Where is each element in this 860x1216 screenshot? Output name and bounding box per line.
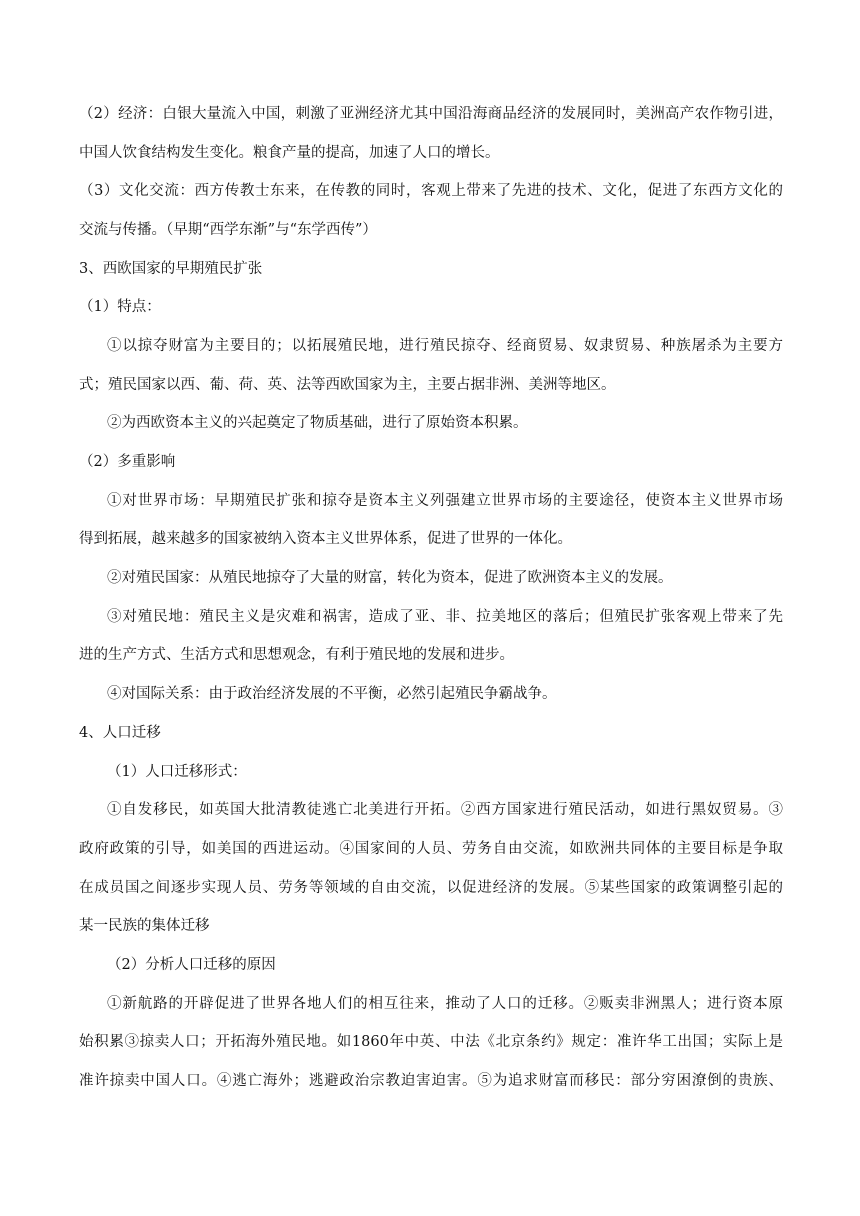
text-line: 式；殖民国家以西、葡、荷、英、法等西欧国家为主，主要占据非洲、美洲等地区。 bbox=[79, 377, 616, 393]
text-line: 中国人饮食结构发生变化。粮食产量的提高，加速了人口的增长。 bbox=[79, 145, 500, 161]
text-line: ③对殖民地：殖民主义是灾难和祸害，造成了亚、非、拉美地区的落后；但殖民扩张客观上带来了先 bbox=[107, 609, 783, 625]
subsection-heading: （1）人口迁移形式： bbox=[107, 764, 247, 780]
section-heading: 4、人口迁移 bbox=[79, 725, 161, 741]
text-line: 始积累③掠卖人口；开拓海外殖民地。如1860年中英、中法《北京条约》规定：准许华工出国；实际上是 bbox=[79, 1034, 783, 1050]
text-line: ②为西欧资本主义的兴起奠定了物质基础，进行了原始资本积累。 bbox=[107, 415, 528, 431]
text-line: ①新航路的开辟促进了世界各地人们的相互往来，推动了人口的迁移。②贩卖非洲黑人；进行资本原 bbox=[107, 996, 783, 1012]
text-line: ①对世界市场：早期殖民扩张和掠夺是资本主义列强建立世界市场的主要途径，使资本主义世界市场 bbox=[107, 493, 783, 509]
text-line: 进的生产方式、生活方式和思想观念，有利于殖民地的发展和进步。 bbox=[79, 647, 514, 663]
text-line: 某一民族的集体迁移 bbox=[79, 918, 210, 934]
section-heading: 3、西欧国家的早期殖民扩张 bbox=[79, 261, 263, 277]
text-line: 在成员国之间逐步实现人员、劳务等领域的自由交流，以促进经济的发展。⑤某些国家的政策调整引起的 bbox=[79, 880, 783, 896]
text-line: ④对国际关系：由于政治经济发展的不平衡，必然引起殖民争霸战争。 bbox=[107, 686, 557, 702]
text-line: ①自发移民，如英国大批清教徒逃亡北美进行开拓。②西方国家进行殖民活动，如进行黑奴贸易。③ bbox=[107, 802, 783, 818]
text-line: 政府政策的引导，如美国的西进运动。④国家间的人员、劳务自由交流，如欧洲共同体的主要目标是争取 bbox=[79, 841, 783, 857]
subsection-heading: （2）多重影响 bbox=[79, 454, 176, 470]
text-line: 准许掠卖中国人口。④逃亡海外；逃避政治宗教迫害迫害。⑤为追求财富而移民：部分穷困潦倒的贵族、 bbox=[79, 1073, 783, 1089]
subsection-heading: （2）分析人口迁移的原因 bbox=[107, 957, 276, 973]
subsection-heading: （1）特点： bbox=[79, 299, 161, 315]
text-line: 交流与传播。（早期“西学东渐”与“东学西传”） bbox=[79, 222, 377, 238]
text-line: （2）经济：白银大量流入中国，刺激了亚洲经济尤其中国沿海商品经济的发展同时，美洲高产农作物引进， bbox=[79, 106, 783, 122]
text-line: 得到拓展，越来越多的国家被纳入资本主义世界体系，促进了世界的一体化。 bbox=[79, 531, 572, 547]
text-line: （3）文化交流：西方传教士东来，在传教的同时，客观上带来了先进的技术、文化，促进了东西方文化的 bbox=[79, 183, 783, 199]
text-line: ②对殖民国家：从殖民地掠夺了大量的财富，转化为资本，促进了欧洲资本主义的发展。 bbox=[107, 570, 673, 586]
text-line: ①以掠夺财富为主要目的；以拓展殖民地，进行殖民掠夺、经商贸易、奴隶贸易、种族屠杀为主要方 bbox=[107, 338, 783, 354]
